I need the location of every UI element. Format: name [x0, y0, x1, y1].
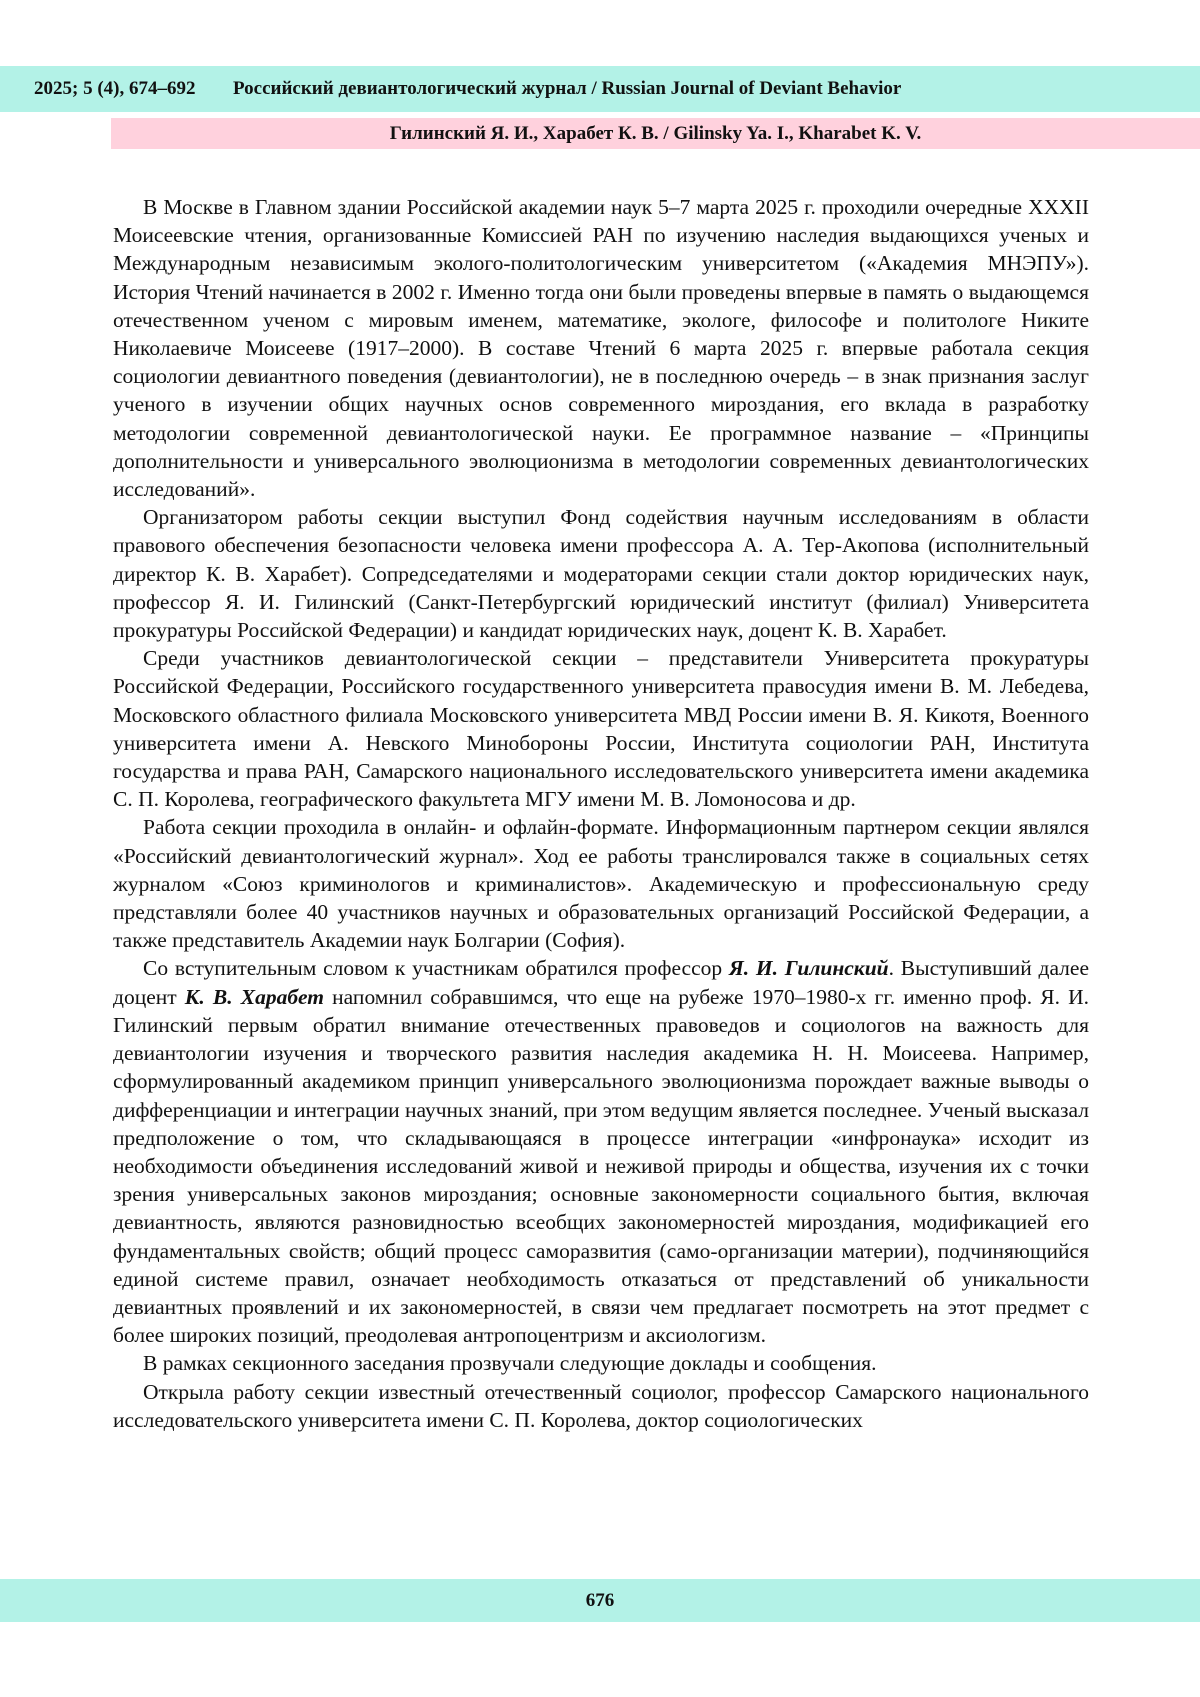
journal-title: Российский девиантологический журнал / Russian Journal of Deviant Behavior	[233, 78, 902, 99]
paragraph-text: Со вступительным словом к участникам обратился профессор	[143, 956, 729, 981]
journal-header	[0, 66, 1200, 112]
paragraph-text: . Выступивший далее доцент	[113, 956, 1089, 1009]
paragraph-text: напомнил собравшимся, что еще на рубеже 1970–1980-х гг. именно проф. Я. И. Гилинский первым обратил внимание отечественных правоведов и социологов на важность для девиантологии изучения и творческого развития наследия академика Н. Н. Моисеева. Например, сформулированный академиком принцип универсального эволюционизма порождает важные выводы о дифференциации и интеграции научных знаний, при этом ведущим является последнее. Ученый высказал предположение о том, что складывающаяся в процессе интеграции «инфронаука» исходит из необходимости объединения исследований живой и неживой природы и общества, изучения их с точки зрения универсальных законов мироздания; основные закономерности социального бытия, включая девиантность, являются разновидностью всеобщих закономерностей мироздания, модификацией его фундаментальных свойств; общий процесс саморазвития (само-организации материи), подчиняющийся единой системе правил, означает необходимость отказаться от представлений об уникальности девиантных проявлений и их закономерностей, в связи чем предлагает посмотреть на этот предмет с более широких позиций, преодолевая антропоцентризм и аксиологизм.	[113, 984, 1089, 1348]
article-body	[113, 193, 1089, 1434]
page-number: 676	[585, 1590, 615, 1611]
paragraph	[113, 954, 1089, 1349]
emphasized-name: Я. И. Гилинский	[728, 956, 889, 981]
page-footer	[0, 1579, 1200, 1622]
paragraph: Организатором работы секции выступил Фонд содействия научным исследованиям в области правового обеспечения безопасности человека имени профессора А. А. Тер-Акопова (исполнительный директор К. В. Харабет). Сопредседателями и модераторами секции стали доктор юридических наук, профессор Я. И. Гилинский (Санкт-Петербургский юридический институт (филиал) Университета прокуратуры Российской Федерации) и кандидат юридических наук, доцент К. В. Харабет.	[113, 505, 1089, 643]
paragraph: В Москве в Главном здании Российской академии наук 5–7 марта 2025 г. проходили очередные XXXII Моисеевские чтения, организованные Комиссией РАН по изучению наследия выдающихся ученых и Международным независимым эколого-политологическим университетом («Академия МНЭПУ»). История Чтений начинается в 2002 г. Именно тогда они были проведены впервые в память о выдающемся отечественном ученом с мировым именем, математике, экологе, философе и политологе Никите Николаевиче Моисееве (1917–2000). В составе Чтений 6 марта 2025 г. впервые работала секция социологии девиантного поведения (девиантологии), не в последнюю очередь – в знак признания заслуг ученого в изучении общих научных основ современного мироздания, его вклада в разработку методологии современной девиантологической науки. Ее программное название – «Принципы дополнительности и универсального эволюционизма в методологии современных девиантологических исследований».	[113, 195, 1089, 502]
emphasized-name: К. В. Харабет	[184, 984, 325, 1009]
paragraph: В рамках секционного заседания прозвучали следующие доклады и сообщения.	[143, 1351, 877, 1376]
issue-citation: 2025; 5 (4), 674–692	[34, 78, 196, 99]
paragraph: Работа секции проходила в онлайн- и офлайн-формате. Информационным партнером секции являлся «Российский девиантологический журнал». Ход ее работы транслировался также в социальных сетях журналом «Союз криминологов и криминалистов». Академическую и профессиональную среду представляли более 40 участников научных и образовательных организаций Российской Федерации, а также представитель Академии наук Болгарии (София).	[113, 815, 1089, 953]
paragraph: Среди участников девиантологической секции – представители Университета прокуратуры Российской Федерации, Российского государственного университета правосудия имени В. М. Лебедева, Московского областного филиала Московского университета МВД России имени В. Я. Кикотя, Военного университета имени А. Невского Минобороны России, Института социологии РАН, Института государства и права РАН, Самарского национального исследовательского университета имени академика С. П. Королева, географического факультета МГУ имени М. В. Ломоносова и др.	[113, 646, 1089, 812]
running-authors: Гилинский Я. И., Харабет К. В. / Gilinsky Ya. I., Kharabet K. V.	[111, 118, 1200, 149]
paragraph: Открыла работу секции известный отечественный социолог, профессор Самарского национального исследовательского университета имени С. П. Королева, доктор социологических	[113, 1379, 1089, 1432]
